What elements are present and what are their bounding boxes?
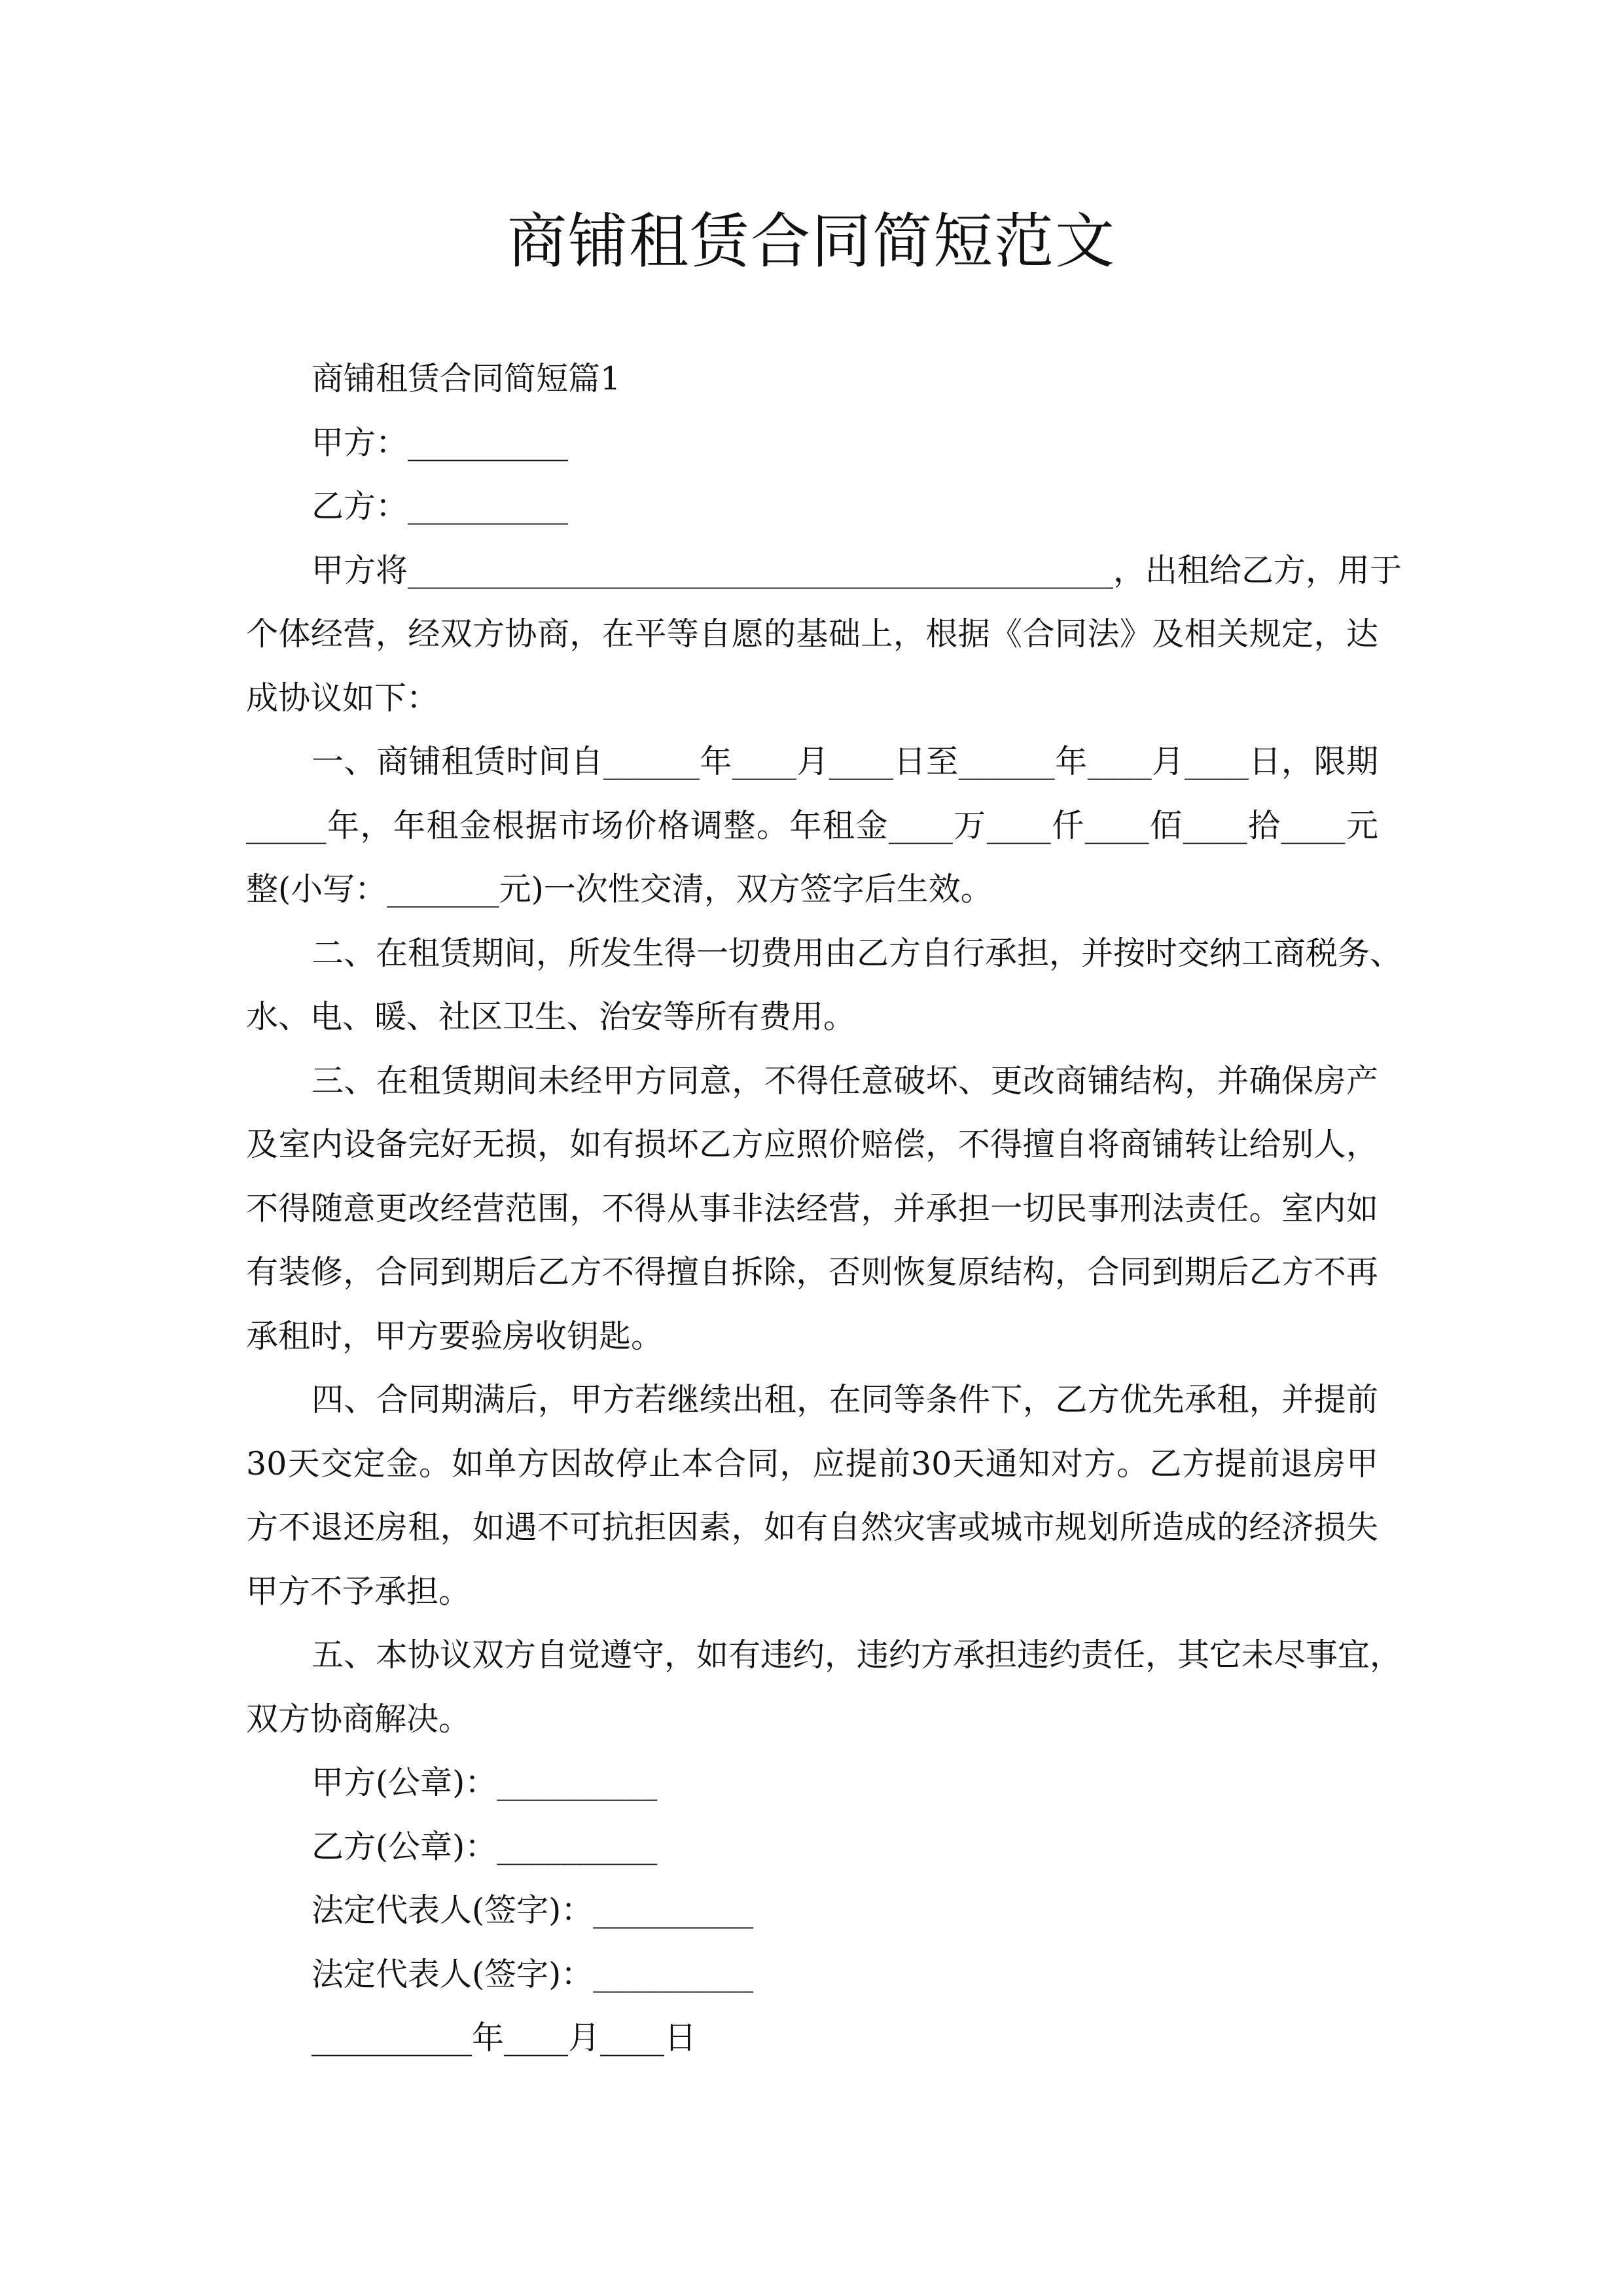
legal-rep-signature-line: 法定代表人(签字)：__________: [312, 1955, 754, 1993]
clause-4-line: 甲方不予承担。: [246, 1572, 471, 1610]
clause-2-line: 水、电、暖、社区卫生、治安等所有费用。: [246, 998, 856, 1035]
clause-5-line: 五、本协议双方自觉遵守，如有违约，违约方承担违约责任，其它未尽事宜，: [312, 1636, 1402, 1674]
clause-1-line: 一、商铺租赁时间自______年____月____日至______年____月____日，限期: [312, 743, 1378, 780]
party-a-line: 甲方：__________: [312, 423, 569, 461]
clause-3-line: 有装修，合同到期后乙方不得擅自拆除，否则恢复原结构，合同到期后乙方不再: [246, 1253, 1378, 1291]
clause-4-line: 四、合同期满后，甲方若继续出租，在同等条件下，乙方优先承租，并提前: [312, 1381, 1378, 1418]
clause-1-line: 整(小写：_______元)一次性交清，双方签字后生效。: [246, 870, 993, 908]
paragraph-line: 成协议如下：: [246, 679, 439, 717]
clause-3-line: 三、在租赁期间未经甲方同意，不得任意破坏、更改商铺结构，并确保房产: [312, 1062, 1378, 1100]
clause-2-line: 二、在租赁期间，所发生得一切费用由乙方自行承担，并按时交纳工商税务、: [312, 934, 1402, 972]
legal-rep-signature-line: 法定代表人(签字)：__________: [312, 1892, 754, 1929]
party-b-seal-line: 乙方(公章)：__________: [312, 1827, 658, 1865]
clause-5-line: 双方协商解决。: [246, 1700, 471, 1738]
paragraph-line: 甲方将____________________________________________，出租给乙方，用于: [312, 551, 1402, 589]
clause-4-line: 30天交定金。如单方因故停止本合同，应提前30天通知对方。乙方提前退房甲: [246, 1444, 1378, 1482]
clause-3-line: 不得随意更改经营范围，不得从事非法经营，并承担一切民事刑法责任。室内如: [246, 1189, 1378, 1227]
section-heading: 商铺租赁合同简短篇1: [312, 360, 621, 397]
date-line: __________年____月____日: [312, 2019, 697, 2056]
document-body: [246, 347, 1402, 2070]
paragraph-line: 个体经营，经双方协商，在平等自愿的基础上，根据《合同法》及相关规定，达: [246, 615, 1378, 653]
clause-4-line: 方不退还房租，如遇不可抗拒因素，如有自然灾害或城市规划所造成的经济损失: [246, 1509, 1378, 1546]
clause-1-line: _____年，年租金根据市场价格调整。年租金____万____仟____佰____拾____元: [246, 806, 1378, 844]
clause-3-line: 承租时，甲方要验房收钥匙。: [246, 1317, 664, 1355]
clause-3-line: 及室内设备完好无损，如有损坏乙方应照价赔偿，不得擅自将商铺转让给别人，: [246, 1126, 1378, 1163]
party-a-seal-line: 甲方(公章)：__________: [312, 1764, 658, 1801]
document-title: 商铺租赁合同简短范文: [507, 207, 1116, 276]
party-b-line: 乙方：__________: [312, 488, 569, 525]
